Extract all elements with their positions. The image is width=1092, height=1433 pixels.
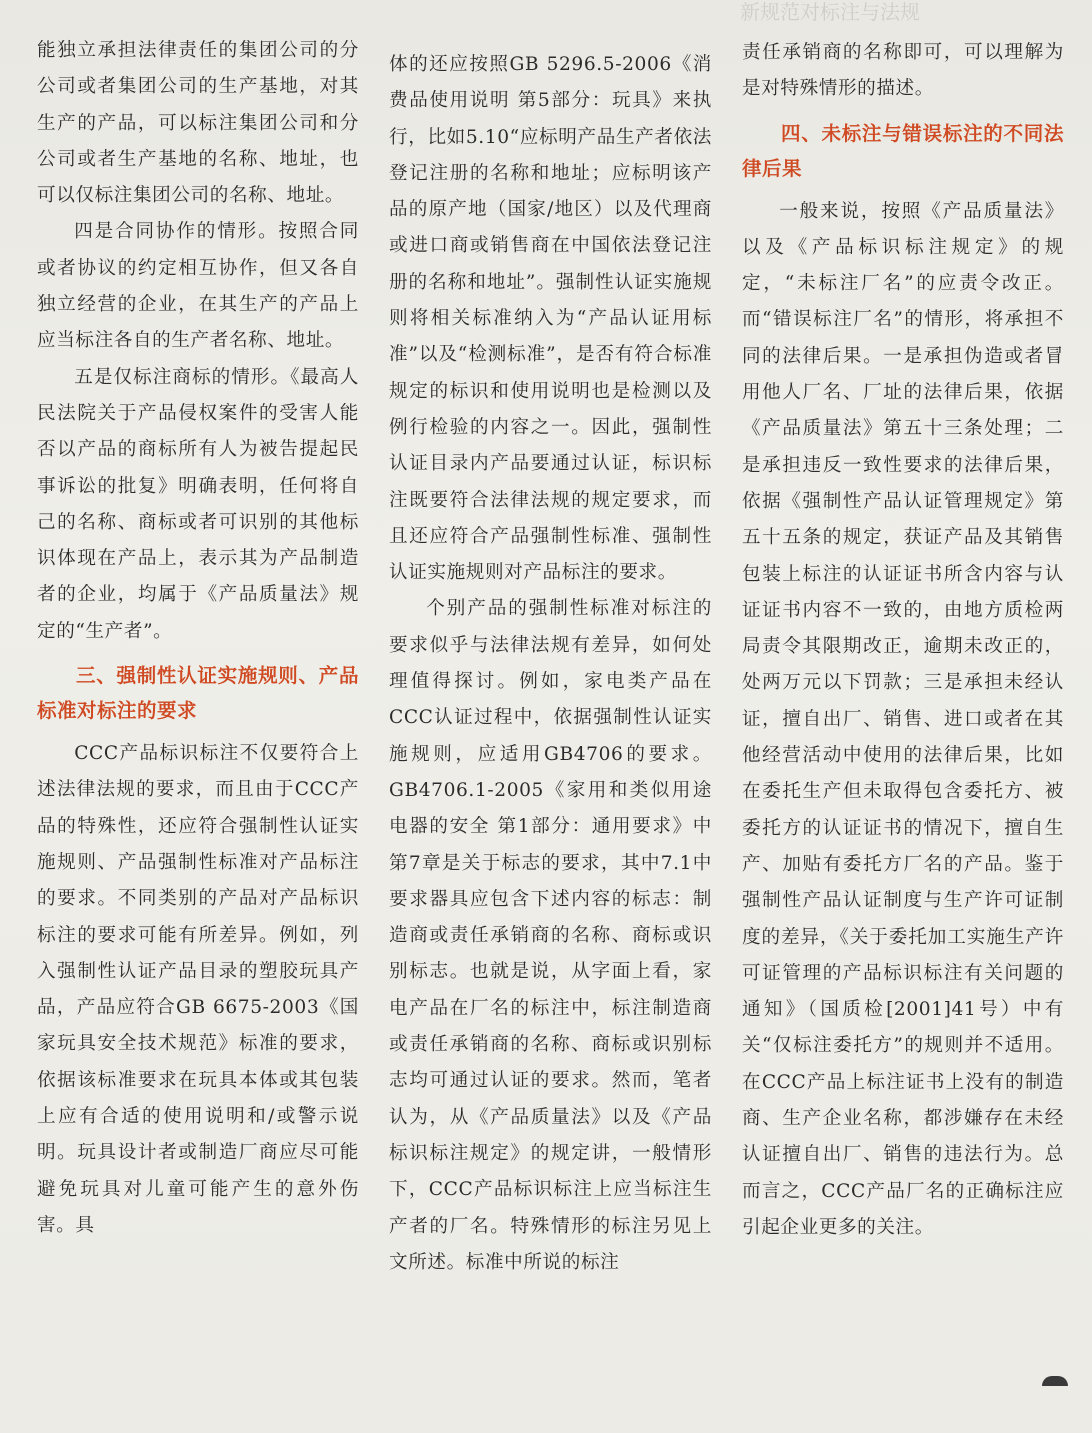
text-column-3 [742, 35, 1064, 1421]
section-heading-3: 三、强制性认证实施规则、产品标准对标注的要求 [37, 664, 359, 723]
paragraph: 四是合同协作的情形。按照合同或者协议的约定相互协作，但又各自独立经营的企业，在其生产的产品上应当标注各自的生产者名称、地址。 [37, 221, 359, 352]
bleed-through-header: 新规范对标注与法规 [740, 0, 920, 24]
page-corner-mark [1042, 1376, 1068, 1386]
section-heading-4: 四、未标注与错误标注的不同法律后果 [742, 121, 1064, 180]
text-column-2 [389, 47, 712, 1433]
paragraph: 个别产品的强制性标准对标注的要求似乎与法律法规有差异，如何处理值得探讨。例如，家电类产品在CCC认证过程中，依据强制性认证实施规则，应适用GB4706的要求。GB4706.1-2005《家用和类似用途电器的安全 第1部分：通用要求》中第7章是关于标志的要求，其中7.1中要求器具应包含下述内容的标志：制造商或责任承销商的名称、商标或识别标志。也就是说，从字面上看，家电产品在厂名的标注中，标注制造商或责任承销商的名称、商标或识别标志均可通过认证的要求。然而，笔者认为，从《产品质量法》以及《产品标识标注规定》的规定讲，一般情形下，CCC产品标识标注上应当标注生产者的厂名。特殊情形的标注另见上文所述。标准中所说的标注 [389, 598, 712, 1273]
paragraph: 责任承销商的名称即可，可以理解为是对特殊情形的描述。 [742, 42, 1064, 100]
paragraph: 五是仅标注商标的情形。《最高人民法院关于产品侵权案件的受害人能否以产品的商标所有人为被告提起民事诉讼的批复》明确表明，任何将自己的名称、商标或者可识别的其他标识体现在产品上，表示其为产品制造者的企业，均属于《产品质量法》规定的“生产者”。 [37, 366, 359, 642]
text-column-1 [37, 33, 359, 1419]
paragraph: 体的还应按照GB 5296.5-2006《消费品使用说明 第5部分：玩具》来执行，比如5.10“应标明产品生产者依法登记注册的名称和地址；应标明该产品的原产地（国家/地区）以及代理商或进口商或销售商在中国依法登记注册的名称和地址”。强制性认证实施规则将相关标准纳入为“产品认证用标准”以及“检测标准”，是否有符合标准规定的标识和使用说明也是检测以及例行检验的内容之一。因此，强制性认证目录内产品要通过认证，标识标注既要符合法律法规的规定要求，而且还应符合产品强制性标准、强制性认证实施规则对产品标注的要求。 [389, 54, 712, 584]
paragraph: 能独立承担法律责任的集团公司的分公司或者集团公司的生产基地，对其生产的产品，可以标注集团公司和分公司或者生产基地的名称、地址，也可以仅标注集团公司的名称、地址。 [37, 40, 359, 207]
paragraph: 一般来说，按照《产品质量法》以及《产品标识标注规定》的规定，“未标注厂名”的应责令改正。而“错误标注厂名”的情形，将承担不同的法律后果。一是承担伪造或者冒用他人厂名、厂址的法律后果，依据《产品质量法》第五十三条处理；二是承担违反一致性要求的法律后果，依据《强制性产品认证管理规定》第五十五条的规定，获证产品及其销售包装上标注的认证证书所含内容与认证证书内容不一致的，由地方质检两局责令其限期改正，逾期未改正的，处两万元以下罚款；三是承担未经认证，擅自出厂、销售、进口或者在其他经营活动中使用的法律后果，比如在委托生产但未取得包含委托方、被委托方的认证证书的情况下，擅自生产、加贴有委托方厂名的产品。鉴于强制性产品认证制度与生产许可证制度的差异，《关于委托加工实施生产许可证管理的产品标识标注有关问题的通知》（国质检[2001]41号）中有关“仅标注委托方”的规则并不适用。在CCC产品上标注证书上没有的制造商、生产企业名称，都涉嫌存在未经认证擅自出厂、销售的违法行为。总而言之，CCC产品厂名的正确标注应引起企业更多的关注。 [742, 200, 1064, 1238]
paragraph: CCC产品标识标注不仅要符合上述法律法规的要求，而且由于CCC产品的特殊性，还应符合强制性认证实施规则、产品强制性标准对产品标注的要求。不同类别的产品对产品标识标注的要求可能有所差异。例如，列入强制性认证产品目录的塑胶玩具产品，产品应符合GB 6675-2003《国家玩具安全技术规范》标准的要求，依据该标准要求在玩具本体或其包装上应有合适的使用说明和/或警示说明。玩具设计者或制造厂商应尽可能避免玩具对儿童可能产生的意外伤害。具 [37, 743, 359, 1236]
